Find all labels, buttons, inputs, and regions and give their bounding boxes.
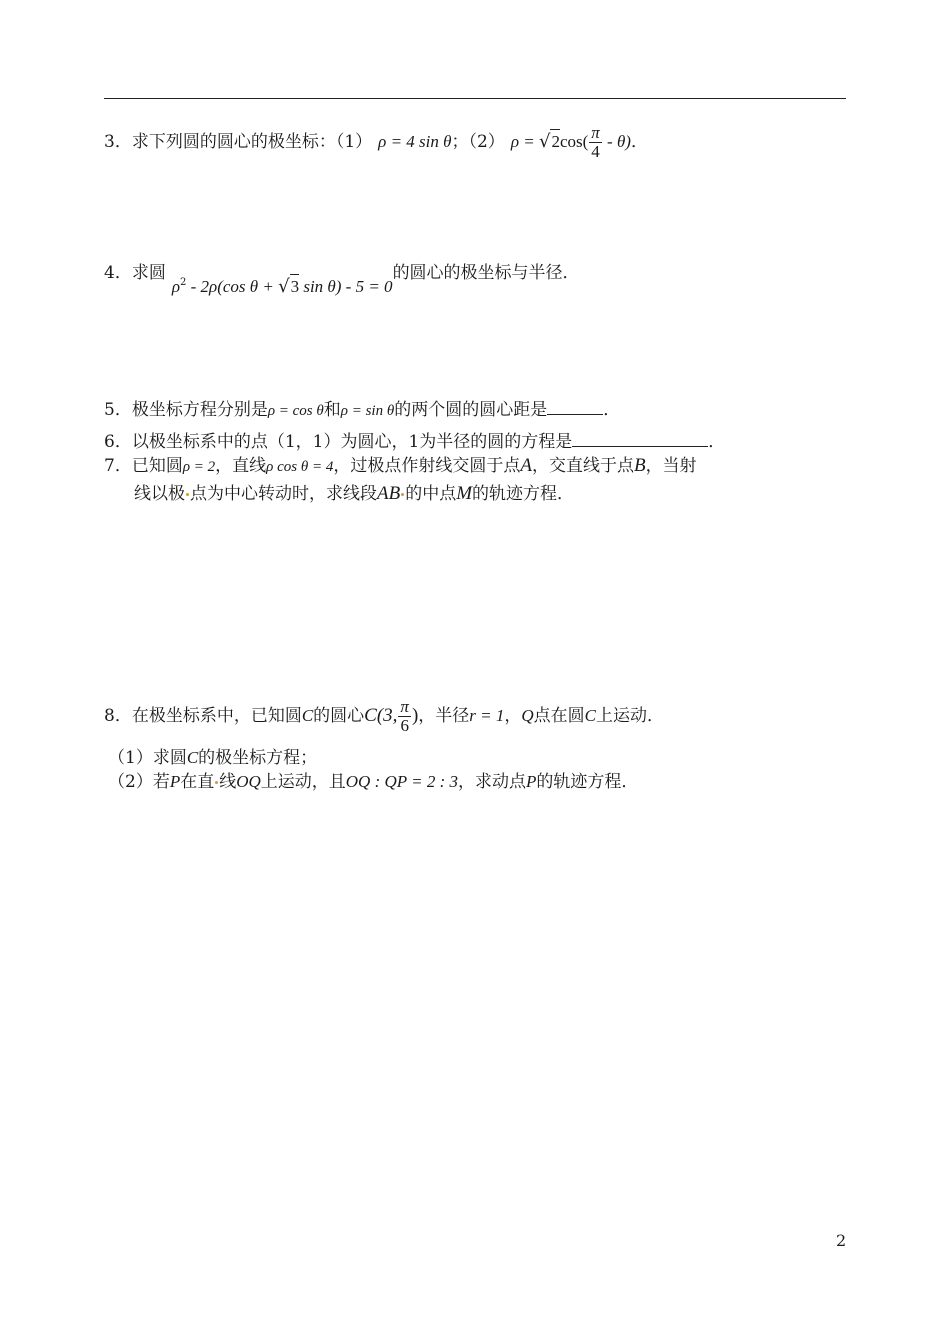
q8-p5: 点在圆 [533,706,585,726]
q4-equation [172,277,393,297]
q8-c: C [301,706,314,725]
q4-rho: ρ [171,277,180,296]
q8-radius: r = 1 [469,706,505,725]
question-4 [104,260,580,297]
q4-mid: - 2ρ(cos θ + [186,277,279,296]
q6-answer-blank[interactable] [572,428,708,447]
q8-s2oq: OQ [236,772,261,791]
q8-s2p: P [169,772,181,791]
q8-s2d: ，求动点 [457,772,526,792]
q8-frac-den: 6 [400,716,409,735]
q4-exp: 2 [180,277,187,288]
question-8 [104,698,664,735]
q3-frac-den: 4 [591,142,600,161]
question-6 [104,428,725,454]
page-number: 2 [836,1231,847,1250]
q4-pre: 求圆 [131,263,166,283]
q8-close: ) [411,705,419,726]
question-7-line1 [104,454,697,479]
q3-text: 求下列圆的圆心的极坐标：（1） [131,132,373,152]
mark-dot [401,493,404,496]
q8-frac-num: π [400,697,409,716]
q8-center: C(3, [364,705,398,726]
q3-end: ． [630,132,648,152]
q3-sqrt2: 2 [550,129,560,154]
q8-s1c: C [186,748,199,767]
q4-number: 4． [104,263,132,283]
q4-tail: sin θ) - 5 = 0 [299,277,393,296]
q8-s2b2: 线 [219,772,237,792]
q8-s1a: （1）求圆 [108,748,187,768]
question-8-part1 [108,746,317,770]
question-8-part2 [108,770,638,794]
q8-fraction [398,698,411,735]
q8-p1: 在极坐标系中，已知圆 [131,706,302,726]
q3-fraction [589,124,602,161]
q5-end: ． [603,400,621,420]
q7-p5: ，当射 [645,456,697,476]
q5-and: 和 [323,400,341,420]
q8-p3: ，半径 [418,706,470,726]
header-rule [104,98,846,99]
q7-l2d: 的轨迹方程． [472,484,575,504]
q3-number: 3． [104,132,132,152]
q5-post: 的两个圆的圆心距是 [394,400,548,420]
q8-s1b: 的极坐标方程； [198,748,318,768]
q6-number: 6． [104,432,132,452]
q7-p4: ，交直线于点 [531,456,634,476]
question-7-line2 [134,482,574,506]
sqrt-sign: √ [278,276,290,297]
q8-p2: 的圆心 [313,706,365,726]
q7-expr2: ρ cos θ = 4 [266,459,334,475]
q5-expr1: ρ = cos θ [267,403,324,419]
q7-point-a: A [520,455,532,476]
mark-dot [186,493,189,496]
q3-expr1: ρ = 4 sin θ [378,132,452,151]
q8-s2e: 的轨迹方程． [536,772,639,792]
q7-segment-ab: AB [377,483,401,504]
q6-end: ． [708,432,726,452]
q8-q: Q [521,706,534,725]
q6-text: 以极坐标系中的点（1，1）为圆心，1为半径的圆的方程是 [131,432,573,452]
q4-post: 的圆心的极坐标与半径． [392,263,580,283]
q8-s2p2: P [525,772,537,791]
q3-rho: ρ = [510,132,539,151]
q7-expr1: ρ = 2 [182,459,216,475]
q7-p3: ，过极点作射线交圆于点 [333,456,521,476]
q7-p1: 已知圆 [131,456,183,476]
q8-c2: C [584,706,596,725]
q7-point-m: M [456,483,473,504]
mark-dot [215,781,218,784]
q7-point-b: B [633,455,646,476]
q4-sqrt3: 3 [290,274,300,299]
q7-l2b: 点为中心转动时，求线段 [190,484,377,504]
q8-s2c: 上运动，且 [260,772,346,792]
q3-cos: cos( [559,132,589,151]
q5-number: 5． [104,400,132,420]
sqrt-sign: √ [538,131,551,152]
q8-s2a: （2）若 [108,772,170,792]
q8-number: 8． [104,706,132,726]
q8-ratio: OQ : QP = 2 : 3 [345,772,458,791]
q8-p6: 上运动． [596,706,664,726]
q5-answer-blank[interactable] [547,396,603,415]
question-3 [104,124,648,161]
q8-p4: ， [504,706,522,726]
q7-l2a: 线以极 [134,484,185,504]
q7-number: 7． [104,456,132,476]
q3-tail: - θ) [602,132,631,151]
q5-expr2: ρ = sin θ [340,403,395,419]
q3-sep: ；（2） [451,132,505,152]
q7-l2c: 的中点 [405,484,457,504]
q7-p2: ，直线 [215,456,267,476]
q8-s2b: 在直 [180,772,215,792]
question-5 [104,396,620,423]
q3-frac-num: π [591,123,600,142]
q5-pre: 极坐标方程分别是 [131,400,268,420]
